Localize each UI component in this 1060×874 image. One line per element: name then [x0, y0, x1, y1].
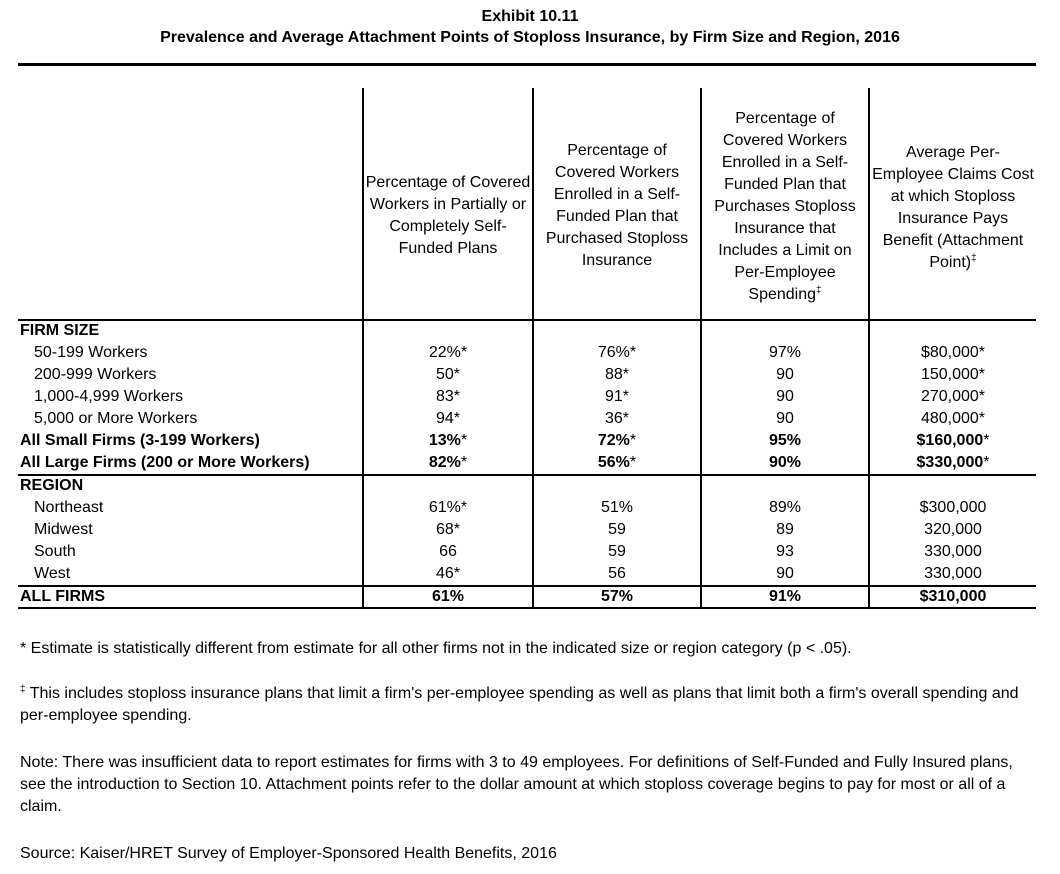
table-cell: $160,000*: [916, 432, 990, 449]
table-row-total: [0, 586, 1060, 608]
table-cell: 57%: [600, 588, 634, 605]
table-cell: 90: [776, 410, 794, 427]
row-label: Northeast: [34, 499, 104, 516]
table-cell: 91*: [604, 388, 630, 405]
table-row: [0, 386, 1060, 408]
table-cell: 13%*: [428, 432, 468, 449]
table-cell: 95%: [768, 432, 802, 449]
table-cell: 56%*: [597, 454, 637, 471]
table-row: [0, 408, 1060, 430]
table-cell: 90: [776, 388, 794, 405]
row-label: All Small Firms (3-199 Workers): [20, 432, 260, 449]
table-cell: 36*: [604, 410, 630, 427]
footnote-dagger-text: This includes stoploss insurance plans that limit a firm's per-employee spending as well as plans that limit both a firm's overall spending and per-employee spending.: [20, 685, 1019, 724]
table-cell: 89: [776, 521, 794, 538]
table-cell: 56: [608, 565, 626, 582]
table-row: [0, 563, 1060, 585]
table-cell: 270,000*: [920, 388, 986, 405]
table-cell: 61%: [431, 588, 465, 605]
table-cell: 76%*: [597, 344, 637, 361]
table-row: [0, 364, 1060, 386]
column-header: [704, 90, 866, 306]
table-cell: 93: [776, 543, 794, 560]
table-cell: 91%: [768, 588, 802, 605]
row-label: FIRM SIZE: [20, 322, 100, 339]
row-label: 50-199 Workers: [34, 344, 148, 361]
table-cell: 72%*: [597, 432, 637, 449]
exhibit-label: Exhibit 10.11: [481, 8, 579, 25]
row-label: 200-999 Workers: [34, 366, 157, 383]
table-cell: 480,000*: [920, 410, 986, 427]
table-row: [0, 519, 1060, 541]
column-header-text: Average Per-Employee Claims Cost at which Stoploss Insurance Pays Benefit (Attachment Point): [872, 144, 1034, 271]
table-cell: 90: [776, 565, 794, 582]
table-cell: 82%*: [428, 454, 468, 471]
top-thick-rule: [18, 63, 1036, 66]
table-cell: $310,000: [919, 588, 987, 605]
table-cell: 83*: [435, 388, 461, 405]
table-cell: $330,000*: [916, 454, 990, 471]
footnote-dagger: [20, 683, 1040, 727]
table-cell: 89%: [768, 499, 802, 516]
table-cell: 330,000: [924, 565, 982, 582]
table-cell: 59: [608, 521, 626, 538]
table-cell: 94*: [435, 410, 461, 427]
table-row-section: [0, 475, 1060, 497]
table-cell: 22%*: [428, 344, 468, 361]
table-row: [0, 342, 1060, 364]
row-label: ALL FIRMS: [20, 588, 106, 605]
table-cell: 68*: [435, 521, 461, 538]
table-row: [0, 497, 1060, 519]
column-header-text: Percentage of Covered Workers in Partially or Completely Self-Funded Plans: [365, 174, 531, 257]
column-header-text: Percentage of Covered Workers Enrolled in a Self-Funded Plan that Purchased Stoploss Insurance: [545, 142, 689, 269]
table-cell: 50*: [435, 366, 461, 383]
table-cell: $80,000*: [920, 344, 986, 361]
row-label: South: [34, 543, 76, 560]
table-cell: 150,000*: [920, 366, 986, 383]
table-cell: 90: [776, 366, 794, 383]
row-label: All Large Firms (200 or More Workers): [20, 454, 310, 471]
table-cell: 320,000: [924, 521, 982, 538]
dagger-mark: ‡: [816, 285, 822, 296]
footnote-source: Source: Kaiser/HRET Survey of Employer-Sponsored Health Benefits, 2016: [20, 845, 557, 862]
footnote-note: Note: There was insufficient data to report estimates for firms with 3 to 49 employees. For definitions of Self-Funded and Fully Insured plans, see the introduction to Section 10. Attachment points refer to the dollar amount at which stoploss coverage begins to pay for most or all of a claim.: [20, 754, 1013, 815]
table-cell: 66: [439, 543, 457, 560]
table-row: [0, 541, 1060, 563]
table-cell: 97%: [768, 344, 802, 361]
column-header: [872, 90, 1034, 274]
table-cell: 330,000: [924, 543, 982, 560]
row-label: West: [34, 565, 71, 582]
table-cell: 46*: [435, 565, 461, 582]
table-cell: 90%: [768, 454, 802, 471]
column-header: [364, 90, 532, 260]
table-cell: 51%: [600, 499, 634, 516]
bottom-rule: [18, 607, 1036, 609]
dagger-mark: ‡: [971, 253, 977, 264]
table-cell: 59: [608, 543, 626, 560]
table-cell: $300,000: [919, 499, 987, 516]
table-row-section: [0, 320, 1060, 342]
column-header: [536, 90, 698, 272]
row-label: Midwest: [34, 521, 93, 538]
dagger-mark: ‡: [20, 684, 26, 695]
footnote-asterisk: * Estimate is statistically different from estimate for all other firms not in the indicated size or region category (p < .05).: [20, 640, 852, 657]
exhibit-title: Prevalence and Average Attachment Points of Stoploss Insurance, by Firm Size and Region, 2016: [160, 29, 900, 46]
table-cell: 61%*: [428, 499, 468, 516]
column-header-text: Percentage of Covered Workers Enrolled in a Self-Funded Plan that Purchases Stoploss Insurance that Includes a Limit on Per-Employee Spending: [714, 110, 856, 303]
row-label: 1,000-4,999 Workers: [34, 388, 184, 405]
table-row-bold: [0, 452, 1060, 474]
table-row-bold: [0, 430, 1060, 452]
row-label: 5,000 or More Workers: [34, 410, 198, 427]
row-label: REGION: [20, 477, 84, 494]
table-cell: 88*: [604, 366, 630, 383]
